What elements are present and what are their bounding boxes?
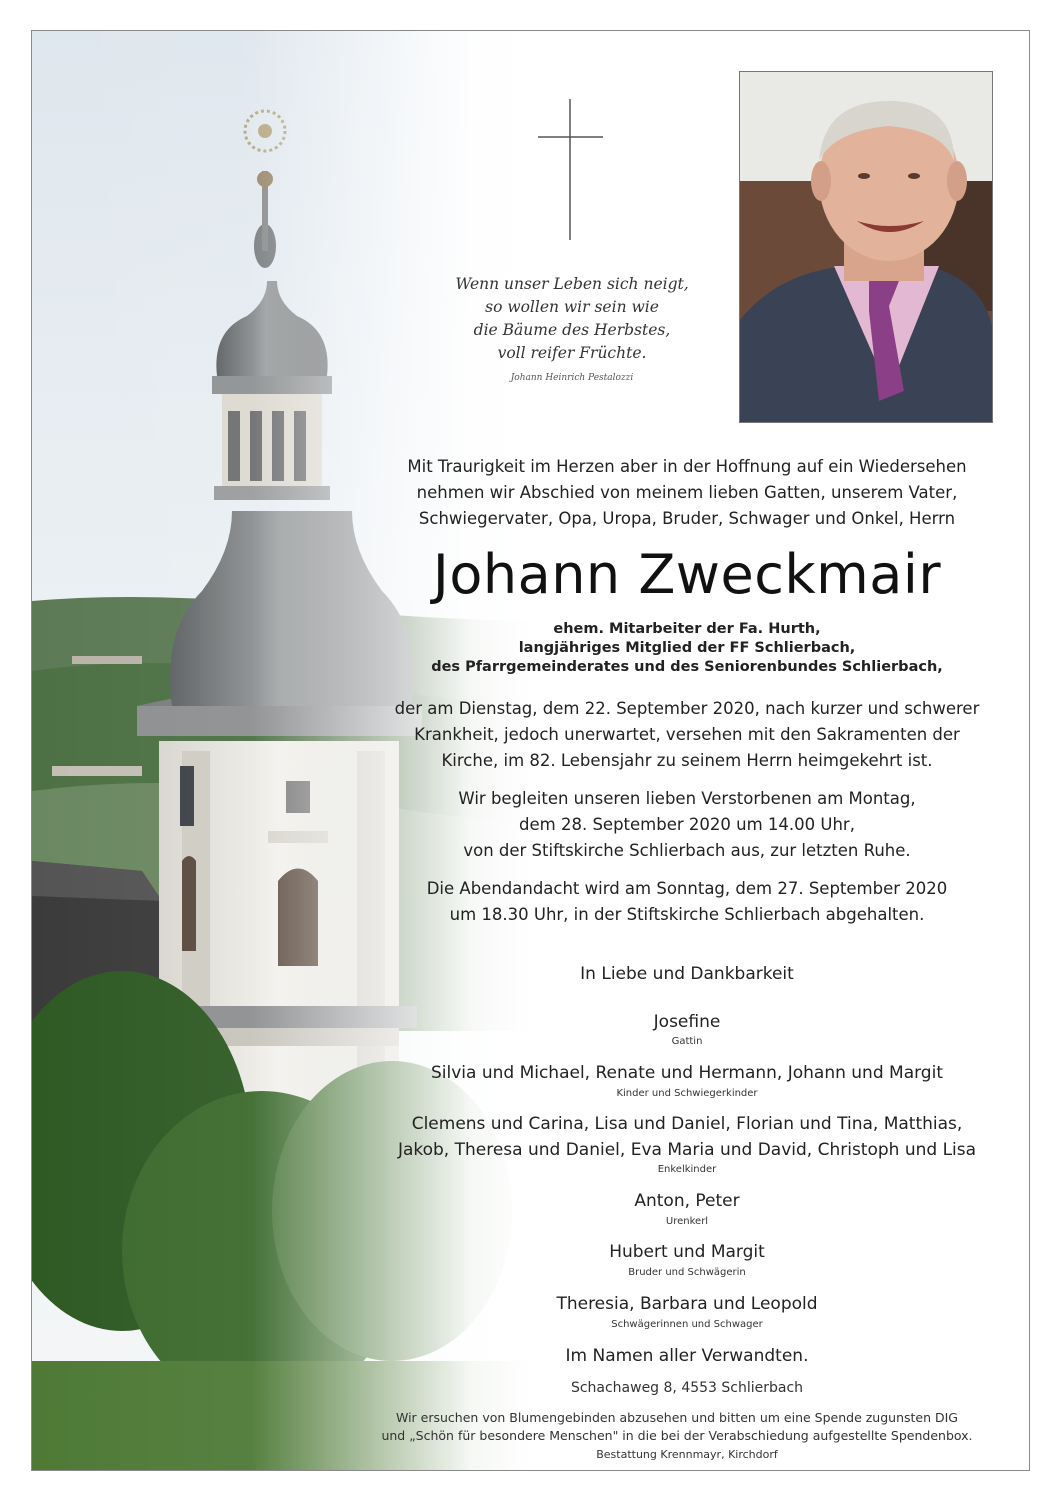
relation-label: Gattin: [671, 1036, 703, 1047]
relation-label: Enkelkinder: [657, 1164, 717, 1175]
grandchildren-line: Jakob, Theresa und Daniel, Eva Maria und David, Christoph und Lisa: [397, 1140, 977, 1160]
funeral-line: Wir begleiten unseren lieben Verstorbenen am Montag,: [458, 789, 916, 808]
quote-line: die Bäume des Herbstes,: [473, 321, 671, 339]
grandchildren-line: Clemens und Carina, Lisa und Daniel, Florian und Tina, Matthias,: [411, 1114, 963, 1134]
death-notice-line: der am Dienstag, dem 22. September 2020, nach kurzer und schwerer: [394, 699, 980, 718]
funeral-line: dem 28. September 2020 um 14.00 Uhr,: [519, 815, 855, 834]
quote-line: so wollen wir sein wie: [485, 298, 659, 316]
undertaker: Bestattung Krennmayr, Kirchdorf: [596, 1448, 778, 1461]
donation-line: Wir ersuchen von Blumengebinden abzusehen und bitten um eine Spende zugunsten DIG: [396, 1410, 958, 1425]
vigil-info: [377, 876, 997, 928]
family-siblings: Hubert und Margit: [609, 1242, 765, 1262]
deceased-name: Johann Zweckmair: [432, 543, 942, 606]
intro-line: Mit Traurigkeit im Herzen aber in der Hoffnung auf ein Wiedersehen: [407, 457, 967, 476]
family-spouse: Josefine: [653, 1012, 721, 1032]
role-line: ehem. Mitarbeiter der Fa. Hurth,: [553, 621, 821, 637]
death-notice-line: Krankheit, jedoch unerwartet, versehen mit den Sakramenten der: [414, 725, 960, 744]
quote: [422, 273, 722, 365]
intro-line: nehmen wir Abschied von meinem lieben Gatten, unserem Vater,: [416, 483, 958, 502]
vigil-line: Die Abendandacht wird am Sonntag, dem 27. September 2020: [426, 879, 948, 898]
relation-label: Kinder und Schwiegerkinder: [616, 1088, 758, 1099]
family-great-grandchildren: Anton, Peter: [634, 1191, 740, 1211]
obituary-frame: [31, 30, 1030, 1471]
quote-line: voll reifer Früchte.: [497, 344, 647, 362]
death-notice: [377, 696, 997, 774]
funeral-info: [377, 786, 997, 864]
death-notice-line: Kirche, im 82. Lebensjahr zu seinem Herrn heimgekehrt ist.: [441, 751, 933, 770]
funeral-line: von der Stiftskirche Schlierbach aus, zur letzten Ruhe.: [463, 841, 911, 860]
vigil-line: um 18.30 Uhr, in der Stiftskirche Schlierbach abgehalten.: [449, 905, 925, 924]
closing-phrase: In Liebe und Dankbarkeit: [580, 964, 794, 984]
family-grandchildren: [377, 1111, 997, 1163]
donation-request: [332, 1409, 1022, 1445]
role-line: des Pfarrgemeinderates und des Seniorenbundes Schlierbach,: [431, 659, 943, 675]
address: Schachaweg 8, 4553 Schlierbach: [570, 1380, 804, 1396]
quote-line: Wenn unser Leben sich neigt,: [455, 275, 689, 293]
deceased-roles: [377, 620, 997, 677]
cross-icon: [536, 99, 606, 243]
relation-label: Urenkerl: [665, 1216, 709, 1227]
relation-label: Bruder und Schwägerin: [628, 1267, 746, 1278]
family-in-laws: Theresia, Barbara und Leopold: [556, 1294, 818, 1314]
quote-author: Johann Heinrich Pestalozzi: [510, 373, 634, 383]
donation-line: und „Schön für besondere Menschen" in die bei der Verabschiedung aufgestellte Spendenbox.: [381, 1428, 973, 1443]
family-children: Silvia und Michael, Renate und Hermann, Johann und Margit: [430, 1063, 943, 1083]
role-line: langjähriges Mitglied der FF Schlierbach,: [518, 640, 856, 656]
portrait-photo: [739, 71, 993, 423]
intro-line: Schwiegervater, Opa, Uropa, Bruder, Schwager und Onkel, Herrn: [418, 509, 956, 528]
relatives-line: Im Namen aller Verwandten.: [565, 1346, 809, 1366]
intro-text: [377, 454, 997, 532]
relation-label: Schwägerinnen und Schwager: [611, 1319, 763, 1330]
